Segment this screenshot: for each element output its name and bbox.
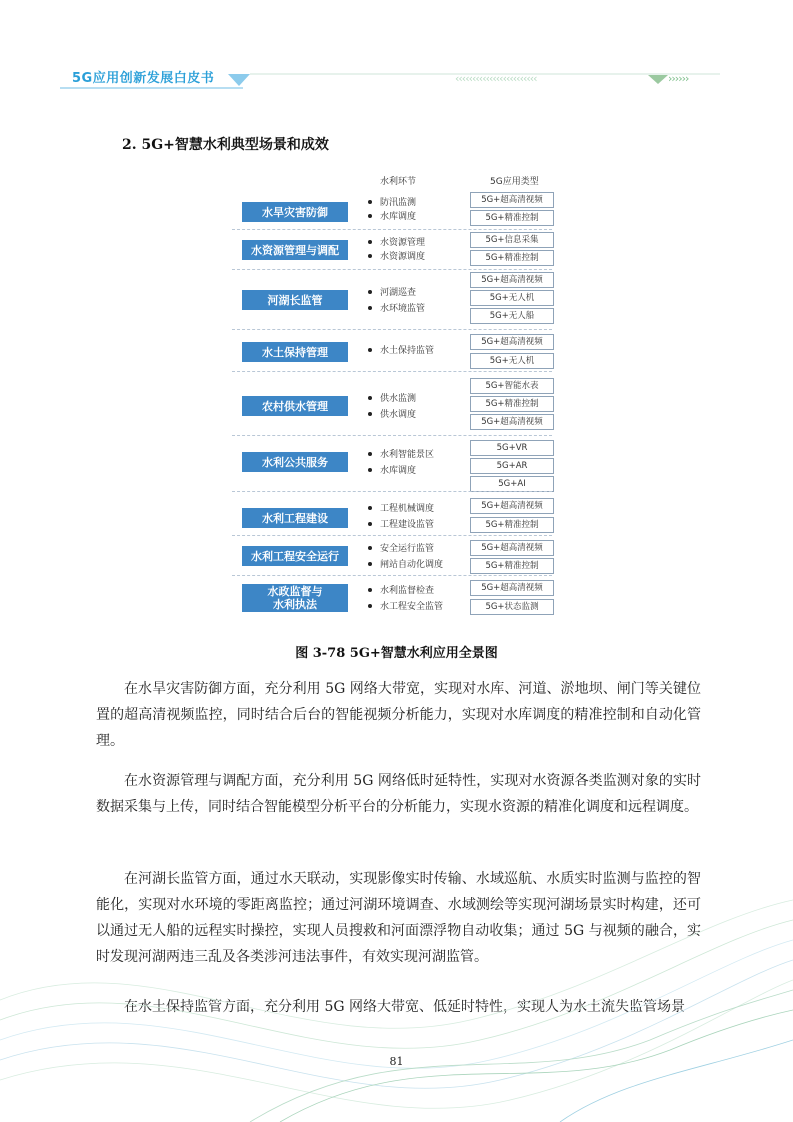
scene-label — [242, 584, 348, 612]
scene-label: 农村供水管理 — [242, 396, 348, 416]
page-header — [0, 0, 793, 100]
type-list — [470, 498, 554, 535]
link-item: 水利监督检查 — [368, 584, 443, 598]
link-list — [368, 448, 434, 478]
scene-label: 水旱灾害防御 — [242, 202, 348, 222]
type-box: 5G+无人机 — [470, 290, 554, 306]
link-item: 安全运行监管 — [368, 542, 443, 556]
type-box: 5G+VR — [470, 440, 554, 456]
link-list — [368, 584, 443, 614]
link-item: 供水调度 — [368, 408, 416, 422]
type-list — [470, 192, 554, 228]
type-box: 5G+精准控制 — [470, 250, 554, 266]
body-paragraph: 在水资源管理与调配方面，充分利用 5G 网络低时延特性，实现对水资源各类监测对象的实时数据采集与上传，同时结合智能模型分析平台的分析能力，实现水资源的精准化调度和远程调度。 — [96, 773, 701, 815]
type-box: 5G+超高清视频 — [470, 540, 554, 556]
link-list — [368, 344, 434, 358]
link-item: 河湖巡查 — [368, 286, 425, 300]
scene-label: 水资源管理与调配 — [242, 240, 348, 260]
type-box: 5G+AI — [470, 476, 554, 492]
type-list — [470, 232, 554, 268]
scene-group — [232, 536, 562, 576]
section-title: 2. 5G+智慧水利典型场景和成效 — [122, 137, 329, 153]
column-header-links: 水利环节 — [380, 177, 417, 187]
scene-label: 水利工程安全运行 — [242, 546, 348, 566]
header-chevrons: ‹‹‹‹‹‹‹‹‹‹‹‹‹‹‹‹‹‹‹‹‹‹‹‹ — [455, 72, 537, 85]
body-paragraph: 在河湖长监管方面，通过水天联动，实现影像实时传输、水域巡航、水质实时监测与监控的智能化，实现对水环境的零距离监控；通过河湖环境调查、水域测绘等实现河湖场景实时构建，还可以通过无人船的远程实时操控，实现人员搜救和河面漂浮物自动收集；通过 5G 与视频的融合，实时发现河湖两违三乱及各类涉河违法事件，有效实现河湖监管。 — [96, 871, 701, 965]
type-box: 5G+精准控制 — [470, 210, 554, 226]
scene-group — [232, 230, 562, 270]
scene-group — [232, 190, 562, 230]
link-item: 水库调度 — [368, 210, 416, 224]
link-list — [368, 286, 425, 316]
type-box: 5G+超高清视频 — [470, 272, 554, 288]
link-item: 水环境监管 — [368, 302, 425, 316]
scene-group — [232, 436, 562, 492]
link-item: 供水监测 — [368, 392, 416, 406]
link-item: 水利智能景区 — [368, 448, 434, 462]
link-item: 水资源管理 — [368, 236, 425, 250]
link-item: 防汛监测 — [368, 196, 416, 210]
type-box: 5G+AR — [470, 458, 554, 474]
type-box: 5G+超高清视频 — [470, 192, 554, 208]
type-box: 5G+超高清视频 — [470, 498, 554, 514]
scene-group — [232, 330, 562, 372]
page-number: 81 — [389, 1055, 404, 1068]
type-box: 5G+状态监测 — [470, 599, 554, 615]
link-item: 水工程安全监管 — [368, 600, 443, 614]
link-list — [368, 542, 443, 572]
type-list — [470, 540, 554, 576]
wisdom-water-diagram — [232, 168, 562, 620]
type-box: 5G+无人船 — [470, 308, 554, 324]
link-item: 水土保持监管 — [368, 344, 434, 358]
body-paragraph: 在水旱灾害防御方面，充分利用 5G 网络大带宽，实现对水库、河道、淤地坝、闸门等关键位置的超高清视频监控，同时结合后台的智能视频分析能力，实现对水库调度的精准控制和自动化管理。 — [96, 681, 701, 749]
column-header-types: 5G应用类型 — [490, 177, 539, 187]
link-item: 闸站自动化调度 — [368, 558, 443, 572]
type-box: 5G+无人机 — [470, 353, 554, 369]
scene-label-line: 水政监督与 — [267, 585, 323, 598]
type-list — [470, 440, 554, 494]
background-wave-decoration — [0, 880, 793, 1122]
type-box: 5G+超高清视频 — [470, 414, 554, 430]
link-item: 水资源调度 — [368, 250, 425, 264]
scene-group — [232, 576, 562, 620]
type-box: 5G+智能水表 — [470, 378, 554, 394]
type-box: 5G+超高清视频 — [470, 580, 554, 596]
header-chevrons-right: ›››››› — [668, 72, 689, 85]
scene-group — [232, 372, 562, 436]
scene-group — [232, 270, 562, 330]
header-title: 5G应用创新发展白皮书 — [72, 71, 215, 86]
body-paragraph: 在水土保持监管方面，充分利用 5G 网络大带宽、低延时特性，实现人为水土流失监管场景 — [124, 999, 685, 1015]
scene-label-line: 水利执法 — [273, 598, 317, 611]
scene-label: 河湖长监管 — [242, 290, 348, 310]
link-item: 工程建设监管 — [368, 518, 434, 532]
type-box: 5G+精准控制 — [470, 558, 554, 574]
type-list — [470, 580, 554, 617]
figure-caption: 图 3-78 5G+智慧水利应用全景图 — [295, 646, 498, 661]
scene-label: 水利公共服务 — [242, 452, 348, 472]
type-list — [470, 378, 554, 432]
type-box: 5G+精准控制 — [470, 396, 554, 412]
type-list — [470, 272, 554, 326]
link-list — [368, 236, 425, 264]
link-list — [368, 392, 416, 422]
link-item: 工程机械调度 — [368, 502, 434, 516]
type-box: 5G+信息采集 — [470, 232, 554, 248]
link-item: 水库调度 — [368, 464, 434, 478]
type-box: 5G+超高清视频 — [470, 334, 554, 350]
type-box: 5G+精准控制 — [470, 517, 554, 533]
scene-label: 水土保持管理 — [242, 342, 348, 362]
scene-group — [232, 492, 562, 536]
type-list — [470, 334, 554, 371]
link-list — [368, 196, 416, 224]
link-list — [368, 502, 434, 532]
scene-label: 水利工程建设 — [242, 508, 348, 528]
